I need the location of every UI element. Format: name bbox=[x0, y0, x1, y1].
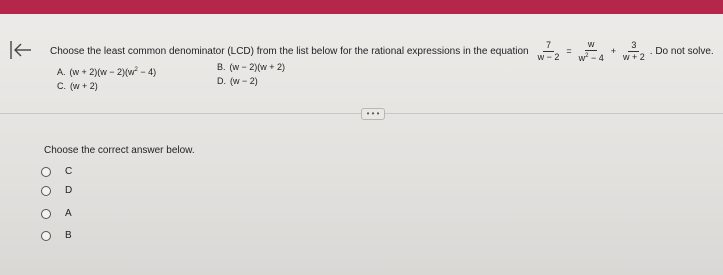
option-d bbox=[217, 76, 258, 86]
answer-choice-label: D bbox=[65, 185, 73, 196]
fraction-2-den-base: w bbox=[578, 52, 586, 63]
option-a bbox=[57, 67, 156, 77]
option-d-text: (w − 2) bbox=[230, 76, 258, 86]
option-c-text: (w + 2) bbox=[70, 81, 98, 91]
instruction-text: Choose the correct answer below. bbox=[44, 145, 195, 156]
fraction-1-numerator: 7 bbox=[543, 40, 554, 52]
question-prefix: Choose the least common denominator (LCD) from the list below for the rational expressions in the equation bbox=[50, 45, 529, 57]
fraction-2-denominator bbox=[576, 51, 607, 64]
radio-button[interactable] bbox=[41, 167, 51, 177]
radio-button[interactable] bbox=[41, 209, 51, 219]
fraction-2-den-exponent: 2 bbox=[585, 52, 589, 59]
arrow-bar-left-icon[interactable] bbox=[8, 38, 34, 62]
option-a-letter: A. bbox=[57, 67, 66, 77]
fraction-3-numerator: 3 bbox=[628, 40, 639, 52]
option-b-text: (w − 2)(w + 2) bbox=[229, 62, 286, 72]
radio-button[interactable] bbox=[41, 186, 51, 196]
equals-sign: = bbox=[566, 46, 572, 56]
option-b bbox=[217, 62, 285, 72]
option-b-letter: B. bbox=[217, 62, 226, 72]
answer-choice-label: B bbox=[65, 230, 72, 241]
question-text bbox=[50, 36, 714, 66]
answer-choice[interactable] bbox=[41, 230, 72, 241]
fraction-2-numerator: w bbox=[585, 39, 598, 51]
answer-choice[interactable] bbox=[41, 166, 72, 177]
radio-button[interactable] bbox=[41, 231, 51, 241]
fraction-3-denominator: w + 2 bbox=[623, 51, 645, 62]
question-page bbox=[0, 14, 723, 275]
question-suffix: . Do not solve. bbox=[649, 45, 714, 57]
answer-choice-label: A bbox=[65, 208, 72, 219]
fraction-3 bbox=[620, 40, 648, 63]
option-c-letter: C. bbox=[57, 81, 66, 91]
fraction-1-denominator: w − 2 bbox=[537, 51, 560, 62]
option-c bbox=[57, 81, 98, 91]
more-button[interactable]: • • • bbox=[361, 108, 385, 120]
option-a-tail: − 4) bbox=[137, 67, 157, 77]
option-a-exponent: 2 bbox=[134, 67, 138, 73]
fraction-1 bbox=[535, 40, 563, 63]
fraction-2-den-tail: − 4 bbox=[588, 52, 604, 63]
fraction-2 bbox=[576, 39, 607, 64]
answer-choice[interactable] bbox=[41, 185, 72, 196]
plus-sign: + bbox=[610, 46, 616, 56]
answer-choice-label: C bbox=[65, 166, 73, 177]
answer-choice[interactable] bbox=[41, 208, 72, 219]
top-banner bbox=[0, 0, 723, 14]
option-a-text: (w + 2)(w − 2)(w bbox=[69, 67, 135, 77]
option-d-letter: D. bbox=[217, 76, 226, 86]
